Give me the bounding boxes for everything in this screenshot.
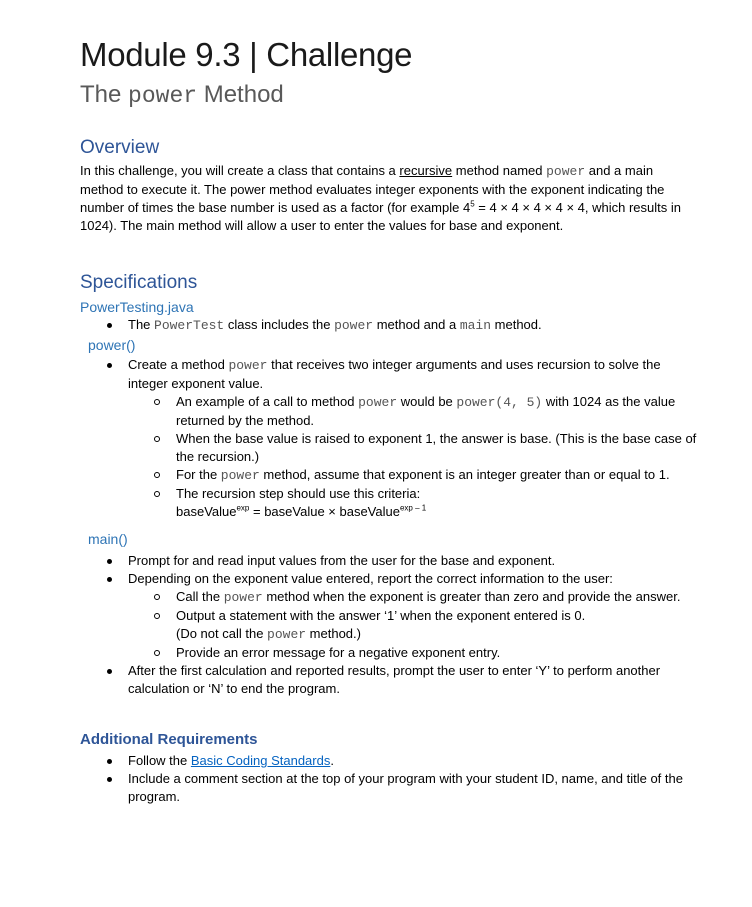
text: An example of a call to method [176, 394, 359, 409]
page-subtitle [80, 80, 700, 111]
overview-text-1: In this challenge, you will create a class that contains a [80, 163, 400, 178]
text: method when the exponent is greater than zero and provide the answer. [262, 589, 681, 604]
list-item [80, 356, 700, 521]
text: Call the [176, 589, 224, 604]
text: Create a method [128, 357, 229, 372]
document-page [80, 36, 700, 806]
subtitle-prefix: The [80, 81, 129, 108]
list-item [80, 316, 700, 335]
file-name: PowerTesting.java [80, 299, 194, 315]
main-section-label: main() [88, 531, 128, 547]
power-section-label: power() [88, 337, 136, 353]
text: with 1024 as the value returned by the method. [176, 394, 676, 428]
subtitle-suffix: Method [197, 81, 284, 108]
code-main: main [459, 318, 492, 333]
overview-text-2: method named [452, 163, 547, 178]
text: that receives two integer arguments and uses recursion to solve the integer exponent value. [128, 357, 661, 391]
overview-code-power: power [546, 164, 586, 179]
code-power-call: power(4, 5) [456, 395, 543, 410]
text: would be [397, 394, 457, 409]
text: Depending on the exponent value entered, report the correct information to the user: [128, 571, 613, 586]
code-power: power [223, 590, 263, 605]
main-sublist [128, 588, 700, 662]
text: . [330, 753, 334, 768]
formula-term: baseValue [176, 504, 237, 519]
text: (Do not call the [176, 626, 268, 641]
list-item [128, 588, 700, 607]
class-list [80, 316, 700, 335]
text: Output a statement with the answer ‘1’ when the exponent entered is 0. [176, 608, 586, 623]
text: The [128, 317, 155, 332]
list-item [128, 485, 700, 521]
list-item [128, 607, 700, 644]
specifications-heading: Specifications [80, 272, 198, 293]
overview-superscript: 5 [470, 199, 475, 209]
code-power: power [228, 358, 268, 373]
power-list [80, 356, 700, 521]
overview-heading: Overview [80, 137, 160, 158]
text: method and a [373, 317, 460, 332]
code-power: power [334, 318, 374, 333]
formula-exponent: exp – 1 [399, 503, 427, 513]
overview-text-3: and a main method to execute it. The power method evaluates integer exponents with the exponent indicating the number of times the base number is used as a factor (for example 4 [80, 163, 665, 215]
code-power: power [358, 395, 398, 410]
overview-paragraph [80, 162, 700, 235]
list-item: Prompt for and read input values from the user for the base and exponent. [80, 552, 700, 570]
recursive-link[interactable]: recursive [399, 163, 453, 178]
subtitle-code: power [128, 83, 198, 109]
text: method.) [306, 626, 361, 641]
list-item: Provide an error message for a negative exponent entry. [128, 644, 700, 662]
list-item: When the base value is raised to exponent 1, the answer is base. (This is the base case of the recursion.) [128, 430, 700, 466]
code-power: power [220, 468, 260, 483]
text: class includes the [224, 317, 335, 332]
list-item [80, 570, 700, 662]
power-sublist [128, 393, 700, 521]
additional-list [80, 752, 700, 806]
list-item: Include a comment section at the top of your program with your student ID, name, and title of the program. [80, 770, 700, 806]
list-item [128, 466, 700, 485]
text: The recursion step should use this criteria: [176, 486, 421, 501]
overview-text-4: = 4 × 4 × 4 × 4 × 4, which results in 1024). The main method will allow a user to enter the values for base and exponent. [80, 200, 681, 233]
text: method, assume that exponent is an integer greater than or equal to 1. [259, 467, 670, 482]
list-item: After the first calculation and reported results, prompt the user to enter ‘Y’ to perform another calculation or ‘N’ to end the program. [80, 662, 700, 698]
code-power: power [267, 627, 307, 642]
main-list [80, 552, 700, 698]
text: For the [176, 467, 221, 482]
list-item [80, 752, 700, 770]
code-powertest: PowerTest [154, 318, 225, 333]
text: method. [491, 317, 542, 332]
text: Follow the [128, 753, 191, 768]
basic-coding-standards-link[interactable]: Basic Coding Standards [190, 753, 331, 768]
formula-term: = baseValue × baseValue [249, 504, 400, 519]
list-item [128, 393, 700, 430]
recursion-formula [176, 503, 700, 521]
additional-requirements-heading: Additional Requirements [80, 731, 258, 748]
formula-exponent: exp [236, 503, 250, 513]
page-title: Module 9.3 | Challenge [80, 36, 413, 73]
